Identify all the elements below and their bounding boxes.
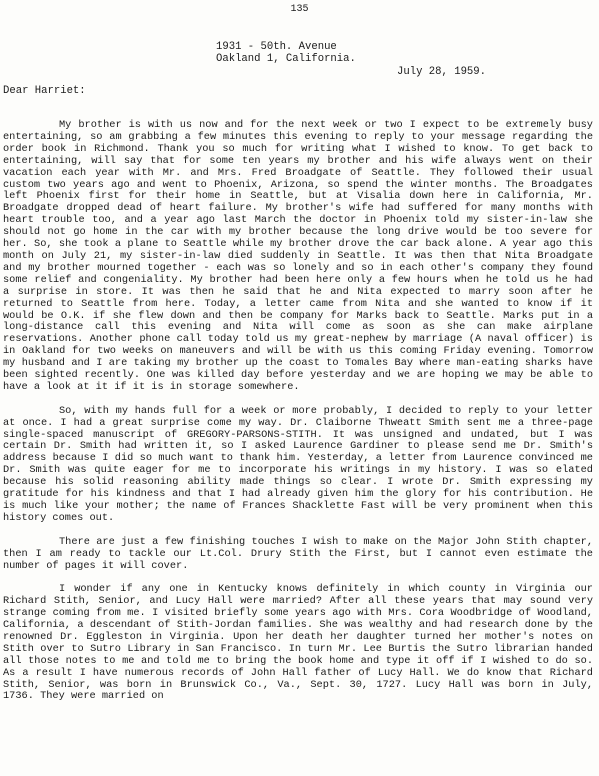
paragraph-3: There are just a few finishing touches I wish to make on the Major John Stith chapter, then I am ready to tackle our Lt.Col. Drury Stith the First, but I cannot even estimate the number of pages it will cover.	[3, 535, 593, 572]
salutation: Dear Harriet:	[3, 85, 86, 97]
paragraph-1: My brother is with us now and for the next week or two I expect to be extremely busy entertaining, so am grabbing a few minutes this evening to reply to your message regarding the order book in Richmond. Thank you so much for writing what I wished to know. To get back to entertaining, will say that for some ten years my brother and his wife always went on their vacation each year with Mr. and Mrs. Fred Broadgate of Seattle. They followed their usual custom two years ago and went to Phoenix, Arizona, so spend the winter months. The Broadgates left Phoenix first for their home in Seattle, but at Visalia down here in California, Mr. Broadgate dropped dead of heart failure. My brother's wife had suffered for many months with heart trouble too, and a year ago last March the doctor in Phoenix told my sister-in-law she should not go home in the car with my brother because the long drive would be too severe for her. So, she took a plane to Seattle while my brother drove the car back alone. A year ago this month on July 21, my sister-in-law died suddenly in Seattle. It was then that Nita Broadgate and my brother mourned together - each was so lonely and so in each other's company they found some relief and congeniality. My brother had been here only a few hours when he told us he had a surprise in store. It was then he said that he and Nita expected to marry soon after he returned to Seattle from here. Today, a letter came from Nita and she wanted to know if it would be O.K. if she flew down and then be company for Marks back to Seattle. Marks put in a long-distance call this evening and Nita will come as soon as she can make airplane reservations. Another phone call today told us my great-nephew by marriage (A naval officer) is in Oakland for two weeks on maneuvers and will be with us this coming Friday evening. Tomorrow my husband and I are taking my brother up the coast to Tomales Bay where man-eating sharks have been sighted recently. One was killed day before yesterday and we are hoping we may be able to have a look at it if it is in storage somewhere.	[3, 119, 593, 393]
paragraph-2: So, with my hands full for a week or more probably, I decided to reply to your letter at once. I had a great surprise come my way. Dr. Claiborne Thweatt Smith sent me a three-page single-spaced manuscript of GREGORY-PARSONS-STITH. It was unsigned and undated, but I was certain Dr. Smith had written it, so I asked Laurence Gardiner to please send me Dr. Smith's address because I did so much want to thank him. Yesterday, a letter from Laurence convinced me Dr. Smith was quite eager for me to incorporate his writings in my history. I was so elated because his solid reasoning ability made things so clear. I wrote Dr. Smith expressing my gratitude for his kindness and that I had already given him the glory for his contribution. He is much like your mother; the name of Frances Shacklette Fast will be very prominent when this history comes out.	[3, 404, 593, 524]
page-number: 135	[290, 4, 309, 15]
sender-address	[216, 41, 356, 65]
letter-body	[3, 120, 593, 715]
paragraph-4: I wonder if any one in Kentucky knows definitely in which county in Virginia our Richard Stith, Senior, and Lucy Hall were married? After all these years that may sound very strange coming from me. I visited briefly some years ago with Mrs. Cora Woodbridge of Woodland, California, a descendant of Stith-Jordan families. She was wealthy and had research done by the renowned Dr. Eggleston in Virginia. Upon her death her daughter turned her mother's notes on Stith over to Sutro Library in San Francisco. In turn Mr. Lee Burtis the Sutro librarian handed all those notes to me and told me to bring the book home and type it off if I wished to do so. As a result I have numerous records of John Hall father of Lucy Hall. We do know that Richard Stith, Senior, was born in Brunswick Co., Va., Sept. 30, 1727. Lucy Hall was born in July, 1736. They were married on	[3, 583, 593, 703]
address-line-1: 1931 - 50th. Avenue	[216, 41, 337, 53]
letter-date: July 28, 1959.	[397, 66, 487, 78]
address-line-2: Oakland 1, California.	[216, 53, 356, 65]
